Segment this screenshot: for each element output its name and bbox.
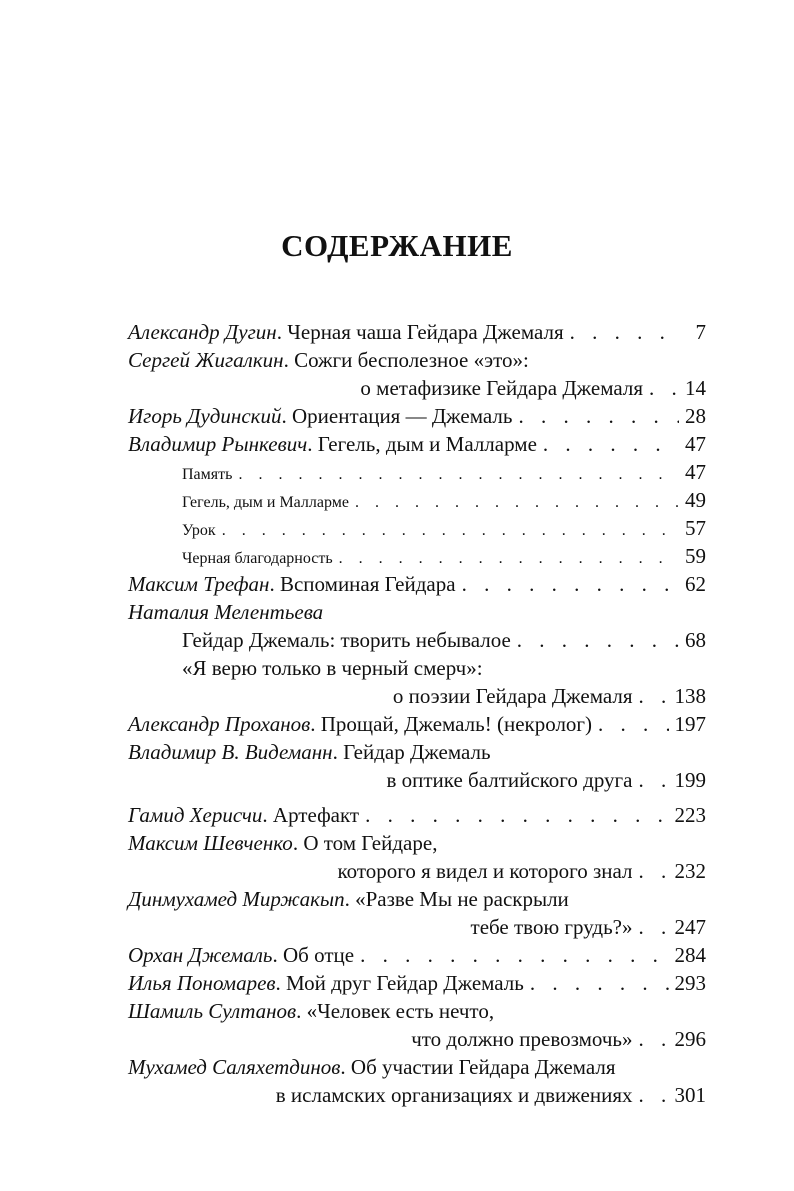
toc-title: Об отце (283, 943, 355, 967)
toc-title: которого я видел и которого знал (337, 859, 633, 883)
dot-leader (238, 461, 679, 489)
toc-author: Владимир В. Видеманн (128, 740, 333, 764)
toc-page: 49 (685, 488, 706, 512)
toc-subentry (128, 486, 706, 514)
toc-page: 47 (685, 432, 706, 456)
toc-title: о метафизике Гейдара Джемаля (360, 376, 643, 400)
toc-page: 68 (685, 628, 706, 652)
toc-author: Владимир Рынкевич (128, 432, 308, 456)
dot-leader (462, 570, 679, 598)
toc-title: Об участии Гейдара Джемаля (350, 1055, 616, 1079)
toc-author: Сергей Жигалкин (128, 348, 284, 372)
toc-page: 57 (685, 516, 706, 540)
toc-author: Александр Дугин (128, 320, 277, 344)
toc-page: 62 (685, 572, 706, 596)
toc-title: Артефакт (272, 803, 360, 827)
toc-page: 247 (674, 915, 706, 939)
toc-subentry (128, 626, 706, 654)
toc-entry-continuation (128, 682, 706, 710)
dot-leader (365, 801, 668, 829)
toc-subentry (128, 458, 706, 486)
page-title: СОДЕРЖАНИЕ (281, 228, 513, 263)
toc-title: Черная чаша Гейдара Джемаля (287, 320, 564, 344)
dot-leader (355, 489, 679, 517)
toc-entry: Александр Проханов. Прощай, Джемаль! (некролог) . . . 197 (128, 710, 706, 738)
dot-leader (360, 941, 668, 969)
toc-title: тебе твою грудь?» (470, 915, 633, 939)
dot-leader (570, 318, 680, 346)
toc-entry: Максим Шевченко. О том Гейдаре, (128, 831, 438, 855)
toc-page: 284 (674, 943, 706, 967)
toc-author: Игорь Дудинский (128, 404, 282, 428)
toc-page: 199 (674, 768, 706, 792)
toc-author: Динмухамед Миржакып (128, 887, 345, 911)
toc-entry-continuation (128, 857, 706, 885)
toc-entry: Максим Трефан. Вспоминая Гейдара . . . 62 (128, 570, 706, 598)
toc-author: Орхан Джемаль (128, 943, 273, 967)
toc-entry: Сергей Жигалкин. Сожги бесполезное «это»: (128, 348, 529, 372)
toc-entry-continuation (128, 766, 706, 794)
toc-page: 7 (695, 320, 706, 344)
toc-title: Урок (182, 522, 216, 539)
dot-leader (530, 969, 669, 997)
dot-leader (339, 545, 679, 573)
toc-title: Гейдар Джемаль: творить небывалое (182, 628, 511, 652)
toc-title: Черная благодарность (182, 550, 333, 567)
toc-title: в исламских организациях и движениях (275, 1083, 633, 1107)
table-of-contents (128, 318, 706, 1109)
toc-title: Память (182, 466, 233, 483)
dot-leader (517, 626, 679, 654)
toc-title: Прощай, Джемаль! (некролог) (320, 712, 593, 736)
toc-subentry (128, 514, 706, 542)
toc-page: 296 (674, 1027, 706, 1051)
toc-entry: Александр Дугин. Черная чаша Гейдара Джемаля . . . 7 (128, 318, 706, 346)
dot-leader (639, 857, 669, 885)
toc-author: Гамид Херисчи (128, 803, 263, 827)
toc-title: Сожги бесполезное «это»: (294, 348, 529, 372)
toc-entry: Орхан Джемаль. Об отце . . . 284 (128, 941, 706, 969)
toc-entry-continuation (128, 374, 706, 402)
dot-leader (639, 913, 669, 941)
dot-leader (649, 374, 679, 402)
toc-title: Гегель, дым и Малларме (182, 494, 349, 511)
dot-leader (598, 710, 668, 738)
toc-entry (128, 598, 706, 626)
toc-title: Мой друг Гейдар Джемаль (286, 971, 524, 995)
dot-leader (639, 1025, 669, 1053)
dot-leader (543, 430, 679, 458)
toc-page: 28 (685, 404, 706, 428)
dot-leader (639, 766, 669, 794)
toc-page: 223 (674, 803, 706, 827)
toc-page: 47 (685, 460, 706, 484)
toc-entry-continuation (128, 1081, 706, 1109)
toc-subentry (128, 654, 706, 682)
toc-title: Ориентация — Джемаль (291, 404, 513, 428)
toc-title: «Разве Мы не раскрыли (355, 887, 569, 911)
toc-page: 293 (674, 971, 706, 995)
toc-page: 232 (674, 859, 706, 883)
toc-title: Вспоминая Гейдара (279, 572, 456, 596)
toc-entry: Шамиль Султанов. «Человек есть нечто, (128, 999, 495, 1023)
toc-author: Александр Проханов (128, 712, 311, 736)
dot-leader (639, 682, 669, 710)
toc-title: «Я верю только в черный смерч»: (182, 656, 483, 680)
toc-entry: Игорь Дудинский. Ориентация — Джемаль . . . 28 (128, 402, 706, 430)
toc-title: в оптике балтийского друга (386, 768, 633, 792)
toc-page: 197 (674, 712, 706, 736)
dot-leader (222, 517, 679, 545)
toc-entry: Динмухамед Миржакып. «Разве Мы не раскрыли (128, 887, 569, 911)
toc-title: О том Гейдаре, (303, 831, 438, 855)
toc-page: 14 (685, 376, 706, 400)
toc-author: Максим Трефан (128, 572, 270, 596)
toc-page: 138 (674, 684, 706, 708)
toc-author: Мухамед Саляхетдинов (128, 1055, 341, 1079)
toc-page: 59 (685, 544, 706, 568)
toc-entry: Гамид Херисчи. Артефакт . . . 223 (128, 801, 706, 829)
toc-title: о поэзии Гейдара Джемаля (392, 684, 633, 708)
toc-entry-continuation (128, 1025, 706, 1053)
dot-leader (518, 402, 679, 430)
toc-author: Максим Шевченко (128, 831, 293, 855)
toc-author: Шамиль Султанов (128, 999, 297, 1023)
toc-subentry (128, 542, 706, 570)
toc-page: 301 (674, 1083, 706, 1107)
toc-author: Наталия Мелентьева (128, 600, 324, 624)
toc-title: Гегель, дым и Малларме (317, 432, 537, 456)
toc-entry: Мухамед Саляхетдинов. Об участии Гейдара Джемаля (128, 1055, 616, 1079)
toc-author: Илья Пономарев (128, 971, 276, 995)
toc-entry-continuation (128, 913, 706, 941)
toc-title: «Человек есть нечто, (306, 999, 495, 1023)
toc-entry: Владимир Рынкевич. Гегель, дым и Малларме . . . 47 (128, 430, 706, 458)
dot-leader (639, 1081, 669, 1109)
toc-title: Гейдар Джемаль (343, 740, 491, 764)
toc-title: что должно превозмочь» (411, 1027, 633, 1051)
toc-entry: Владимир В. Видеманн. Гейдар Джемаль (128, 740, 491, 764)
toc-entry: Илья Пономарев. Мой друг Гейдар Джемаль . . . 293 (128, 969, 706, 997)
